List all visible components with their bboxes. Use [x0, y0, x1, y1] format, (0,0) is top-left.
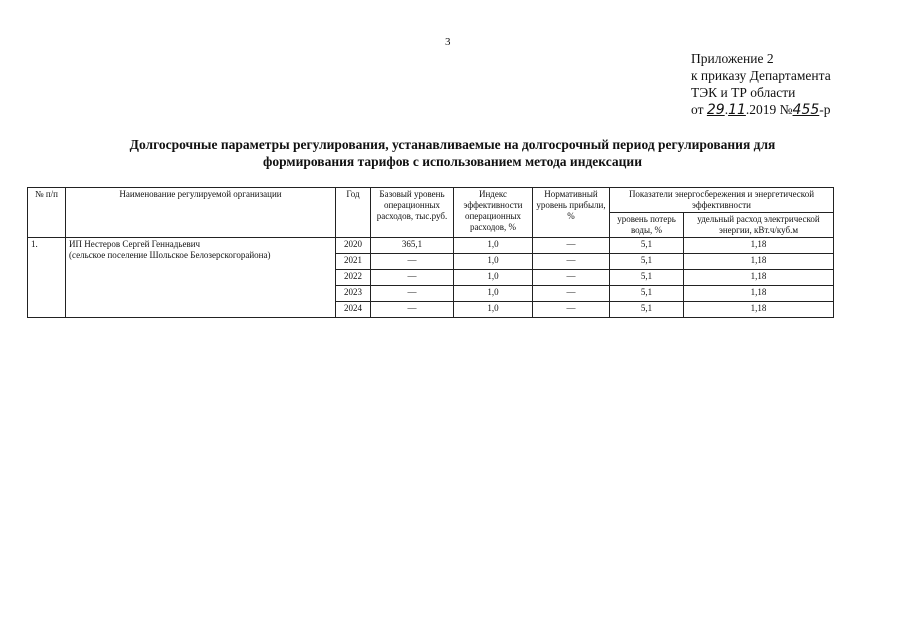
header-water-loss: уровень потерь воды, %: [610, 213, 684, 238]
base-cell: —: [371, 302, 454, 318]
title-line-2: формирования тарифов с использованием метода индексации: [263, 154, 642, 169]
title-line-1: Долгосрочные параметры регулирования, устанавливаемые на долгосрочный период регулирования для: [129, 137, 776, 152]
efficiency-cell: 1,0: [454, 254, 533, 270]
base-cell: —: [371, 270, 454, 286]
loss-cell: 5,1: [610, 270, 684, 286]
header-base-level: Базовый уровень операционных расходов, тыс.руб.: [371, 188, 454, 238]
efficiency-cell: 1,0: [454, 270, 533, 286]
date-prefix: от: [691, 102, 707, 117]
header-efficiency: Индекс эффективности операционных расходов, %: [454, 188, 533, 238]
efficiency-cell: 1,0: [454, 302, 533, 318]
profit-cell: —: [533, 286, 610, 302]
document-title: [60, 136, 845, 170]
appendix-line-2: к приказу Департамента: [691, 68, 831, 83]
year-cell: 2023: [336, 286, 371, 302]
header-org-name: Наименование регулируемой организации: [66, 188, 336, 238]
date-separator: .: [724, 102, 729, 117]
base-cell: 365,1: [371, 238, 454, 254]
electricity-cell: 1,18: [684, 270, 834, 286]
year-cell: 2024: [336, 302, 371, 318]
regulation-parameters-table: [27, 187, 834, 318]
appendix-line-1: Приложение 2: [691, 51, 774, 66]
appendix-date-line: [691, 101, 831, 119]
loss-cell: 5,1: [610, 286, 684, 302]
loss-cell: 5,1: [610, 254, 684, 270]
org-cell: [66, 238, 336, 318]
org-name: ИП Нестеров Сергей Геннадьевич: [69, 239, 201, 249]
year-cell: 2020: [336, 238, 371, 254]
header-year: Год: [336, 188, 371, 238]
date-month: 11: [728, 102, 746, 118]
profit-cell: —: [533, 302, 610, 318]
header-num: № п/п: [28, 188, 66, 238]
table-row: [28, 238, 834, 254]
date-day: 29: [706, 102, 725, 118]
profit-cell: —: [533, 254, 610, 270]
appendix-block: [691, 50, 831, 119]
order-number: 455: [792, 102, 820, 118]
org-note: (сельское поселение Шольское Белозерскогорайона): [69, 250, 271, 260]
appendix-line-3: ТЭК и ТР области: [691, 85, 796, 100]
year-cell: 2022: [336, 270, 371, 286]
electricity-cell: 1,18: [684, 302, 834, 318]
order-suffix: -р: [819, 102, 831, 117]
header-electricity: удельный расход электрической энергии, кВт.ч/куб.м: [684, 213, 834, 238]
row-number: 1.: [28, 238, 66, 318]
date-year: .2019 №: [745, 102, 793, 117]
efficiency-cell: 1,0: [454, 238, 533, 254]
base-cell: —: [371, 254, 454, 270]
efficiency-cell: 1,0: [454, 286, 533, 302]
header-energy-group: Показатели энергосбережения и энергетической эффективности: [610, 188, 834, 213]
profit-cell: —: [533, 238, 610, 254]
profit-cell: —: [533, 270, 610, 286]
electricity-cell: 1,18: [684, 238, 834, 254]
loss-cell: 5,1: [610, 238, 684, 254]
loss-cell: 5,1: [610, 302, 684, 318]
electricity-cell: 1,18: [684, 254, 834, 270]
page-number: 3: [445, 36, 451, 48]
electricity-cell: 1,18: [684, 286, 834, 302]
year-cell: 2021: [336, 254, 371, 270]
base-cell: —: [371, 286, 454, 302]
header-profit: Нормативный уровень прибыли, %: [533, 188, 610, 238]
